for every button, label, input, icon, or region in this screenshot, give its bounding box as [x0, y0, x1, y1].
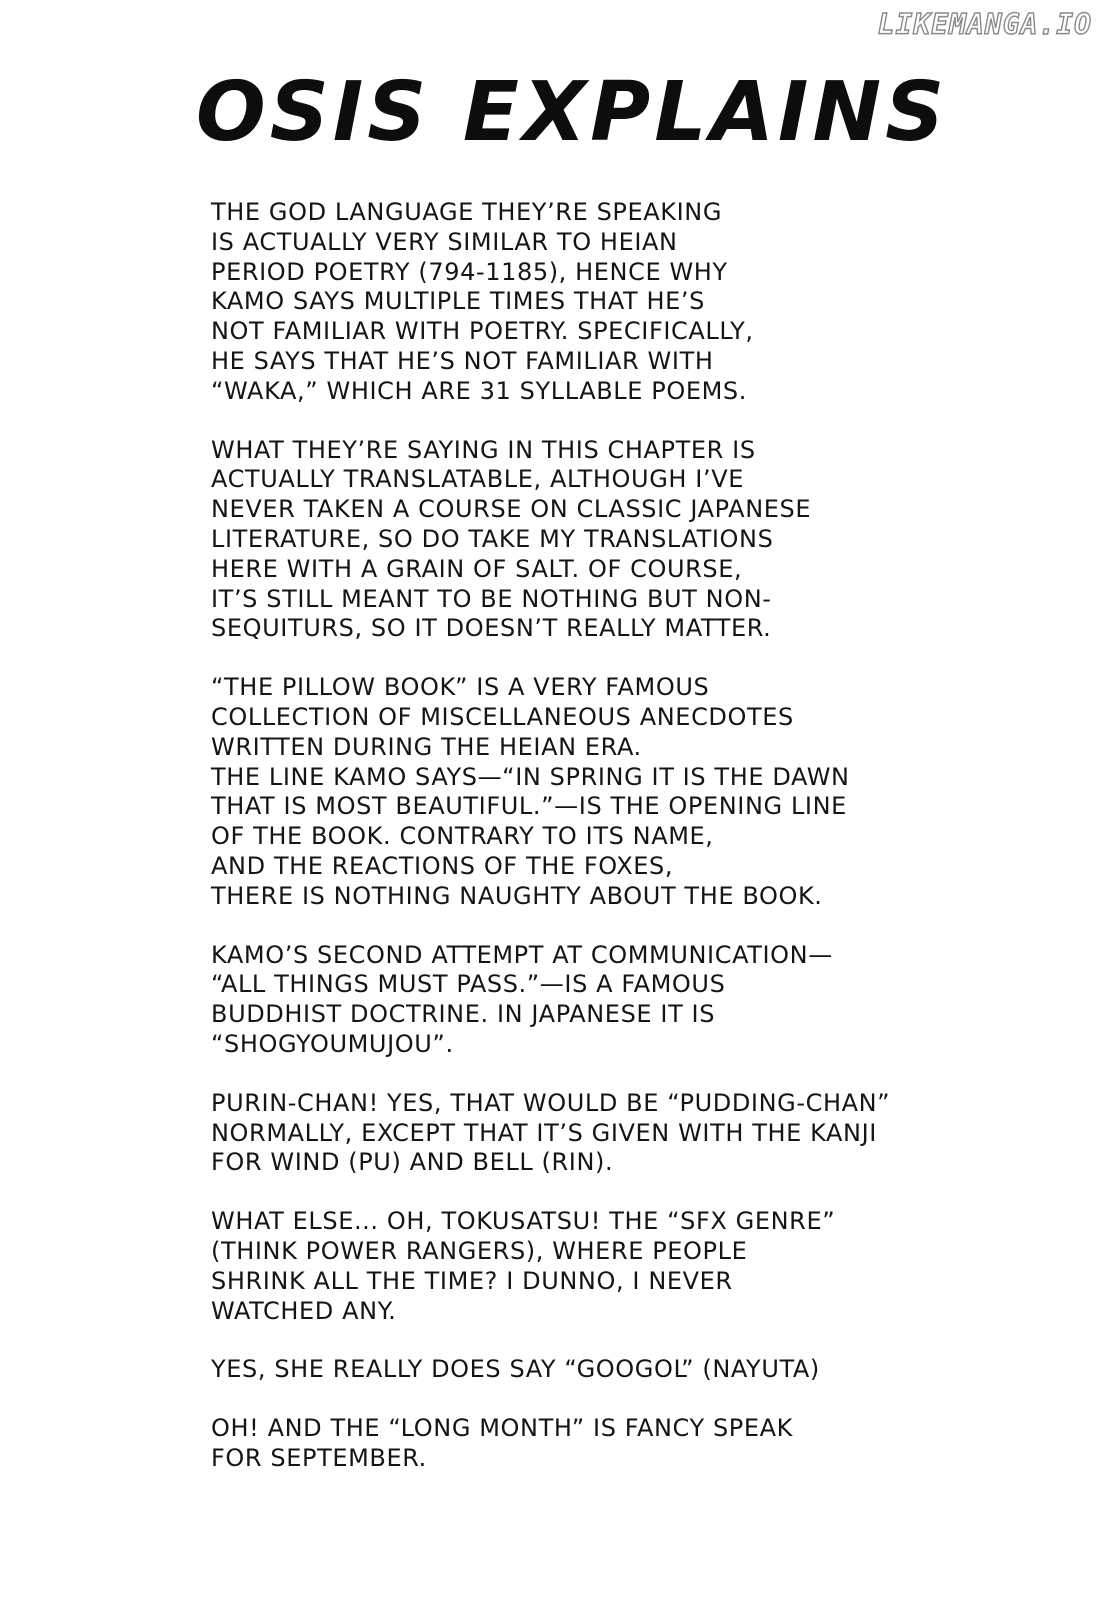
paragraph-pillow-book: “THE PILLOW BOOK” IS A VERY FAMOUS COLLECTION OF MISCELLANEOUS ANECDOTES WRITTEN DURING THE HEIAN ERA. THE LINE KAMO SAYS—“IN SPRING IT IS THE DAWN THAT IS MOST BEAUTIFUL.”—IS THE OPENING LINE OF THE BOOK. CONTRARY TO ITS NAME, AND THE REACTIONS OF THE FOXES, THERE IS NOTHING NAUGHTY ABOUT THE BOOK.: [211, 673, 850, 910]
paragraph-long-month: OH! AND THE “LONG MONTH” IS FANCY SPEAK FOR SEPTEMBER.: [211, 1414, 793, 1472]
paragraph-translatable: WHAT THEY’RE SAYING IN THIS CHAPTER IS ACTUALLY TRANSLATABLE, ALTHOUGH I’VE NEVER TAKEN A COURSE ON CLASSIC JAPANESE LITERATURE, SO DO TAKE MY TRANSLATIONS HERE WITH A GRAIN OF SALT. OF COURSE, IT’S STILL MEANT TO BE NOTHING BUT NON- SEQUITURS, SO IT DOESN’T REALLY MATTER.: [211, 435, 812, 643]
paragraph-tokusatsu: WHAT ELSE... OH, TOKUSATSU! THE “SFX GENRE” (THINK POWER RANGERS), WHERE PEOPLE SHRINK ALL THE TIME? I DUNNO, I NEVER WATCHED ANY.: [211, 1207, 836, 1325]
page-title: OSIS EXPLAINS: [196, 65, 949, 160]
paragraph-googol: YES, SHE REALLY DOES SAY “GOOGOL” (NAYUTA): [211, 1355, 820, 1384]
paragraph-purin-chan: PURIN-CHAN! YES, THAT WOULD BE “PUDDING-CHAN” NORMALLY, EXCEPT THAT IT’S GIVEN WITH THE KANJI FOR WIND (PU) AND BELL (RIN).: [211, 1088, 891, 1177]
site-watermark: LIKEMANGA.IO: [877, 8, 1092, 41]
paragraph-all-things-must-pass: KAMO’S SECOND ATTEMPT AT COMMUNICATION— “ALL THINGS MUST PASS.”—IS A FAMOUS BUDDHIST DOCTRINE. IN JAPANESE IT IS “SHOGYOUMUJOU”.: [211, 940, 833, 1058]
paragraph-god-language: THE GOD LANGUAGE THEY’RE SPEAKING IS ACTUALLY VERY SIMILAR TO HEIAN PERIOD POETRY (794-1185), HENCE WHY KAMO SAYS MULTIPLE TIMES THAT HE’S NOT FAMILIAR WITH POETRY. SPECIFICALLY, HE SAYS THAT HE’S NOT FAMILIAR WITH “WAKA,” WHICH ARE 31 SYLLABLE POEMS.: [211, 198, 754, 405]
explanation-body: [211, 198, 971, 1503]
